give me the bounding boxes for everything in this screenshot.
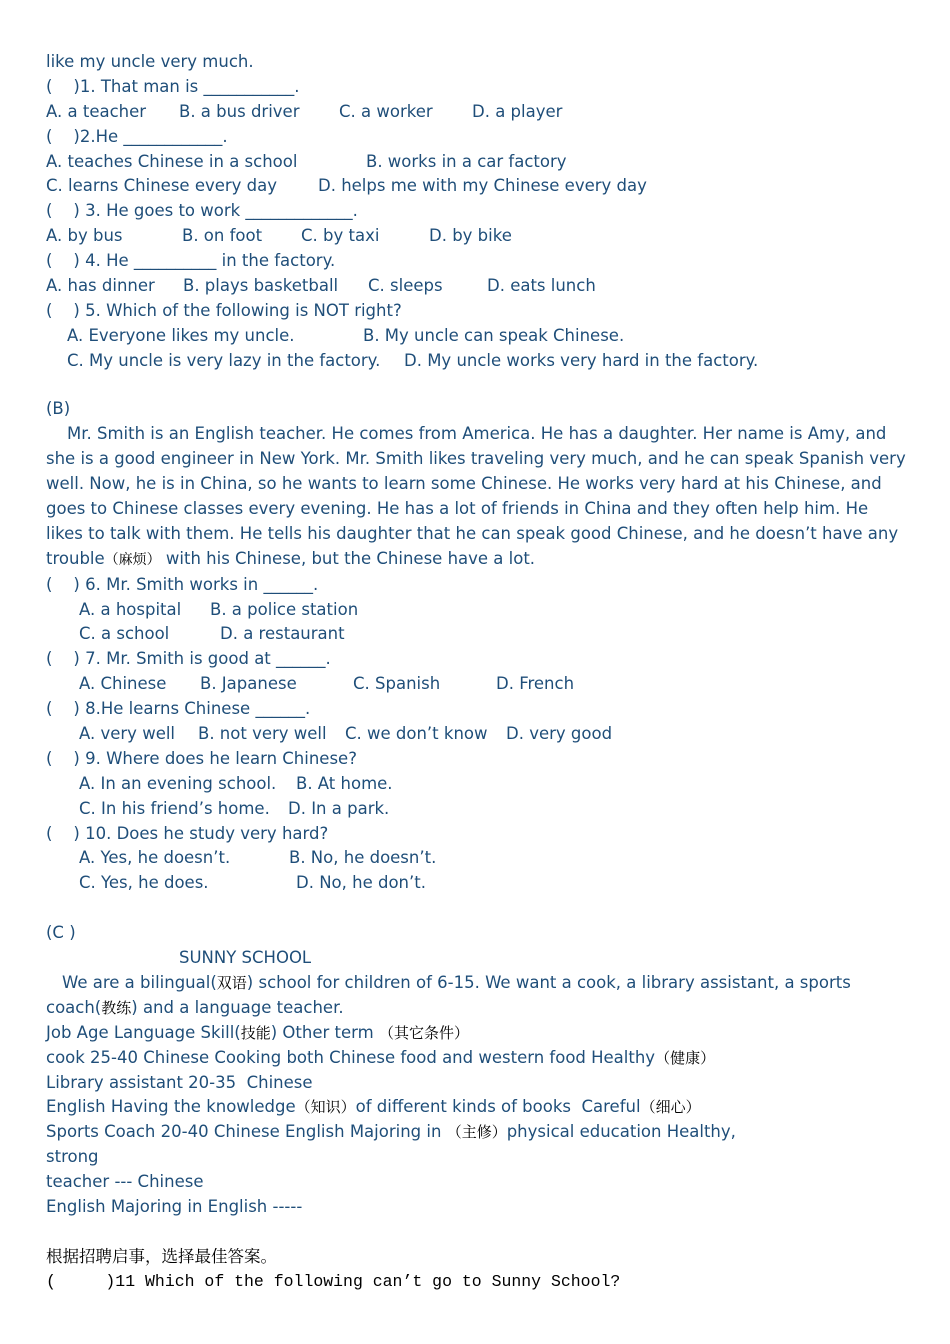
q6-option-a: A. a hospital — [79, 599, 182, 619]
passage-a-tail: like my uncle very much. — [46, 52, 254, 71]
ad-title: SUNNY SCHOOL — [179, 948, 312, 968]
q10-option-c: C. Yes, he does. — [79, 873, 209, 893]
ad-row-coach-2: strong — [46, 1147, 99, 1167]
ad-header-text: ) Other term — [270, 1022, 379, 1042]
spacer — [46, 374, 906, 399]
ad-row-teacher-2: English Majoring in English ----- — [46, 1196, 303, 1216]
q9-option-c: C. In his friend’s home. — [79, 798, 270, 818]
q4-option-c: C. sleeps — [368, 276, 443, 296]
q4-option-b: B. plays basketball — [183, 276, 339, 296]
ad-gloss-careful: （细心） — [640, 1098, 701, 1117]
ad-row-text: Sports Coach 20-40 Chinese English Majoring in — [46, 1122, 447, 1142]
q6-option-b: B. a police station — [210, 599, 359, 619]
spacer — [46, 896, 906, 921]
q3-option-a: A. by bus — [46, 226, 123, 246]
q8-option-d: D. very good — [506, 724, 613, 744]
spacer — [46, 1220, 906, 1245]
question-1-options — [46, 100, 906, 125]
question-6-options-ab — [46, 598, 906, 623]
question-2-options-cd — [46, 174, 906, 199]
ad-row-text: cook 25-40 Chinese Cooking both Chinese food and western food Healthy — [46, 1047, 656, 1067]
ad-header-text: Job Age Language Skill( — [46, 1022, 241, 1042]
q3-option-b: B. on foot — [182, 226, 263, 246]
passage-b-text: Mr. Smith is an English teacher. He comes from America. He has a daughter. Her name is Amy, and she is a good engineer in New York. Mr. Smith likes traveling very much, and he can speak Spanish very well. Now, he is in China, so he wants to learn some Chinese. He works very hard at his Chinese, and goes to Chinese classes every evening. He has a lot of friends in China and they often help him. He likes to talk with them. He tells his daughter that he can speak good Chinese, and he doesn’t have any trouble — [46, 424, 906, 568]
q9-option-a: A. In an evening school. — [79, 773, 277, 793]
ad-row-text: English Having the knowledge — [46, 1097, 296, 1117]
question-6-stem: ( ) 6. Mr. Smith works in ______. — [46, 574, 319, 594]
ad-header-row — [46, 1021, 906, 1046]
q4-option-d: D. eats lunch — [487, 276, 596, 296]
q7-option-a: A. Chinese — [79, 674, 167, 694]
q6-option-d: D. a restaurant — [220, 624, 345, 644]
ad-gloss-skill: 技能 — [240, 1023, 271, 1042]
passage-b-gloss: （麻烦） — [104, 551, 161, 568]
ad-intro-text: We are a bilingual( — [62, 972, 217, 992]
ad-intro-text: ) and a language teacher. — [131, 997, 344, 1017]
question-9-options-ab — [46, 772, 906, 797]
question-6-options-cd — [46, 622, 906, 647]
ad-intro-text: ) school for children of 6-15. We want a cook, a library assistant, a sports coach( — [46, 972, 851, 1017]
ad-intro — [46, 971, 906, 1021]
ad-row-library: Library assistant 20-35 Chinese — [46, 1072, 313, 1092]
q1-option-a: A. a teacher — [46, 101, 147, 121]
question-10-stem: ( ) 10. Does he study very hard? — [46, 823, 329, 843]
q8-option-b: B. not very well — [198, 724, 327, 744]
q10-option-b: B. No, he doesn’t. — [289, 848, 437, 868]
instruction-line: 根据招聘启事，选择最佳答案。 — [46, 1246, 277, 1266]
q5-option-b: B. My uncle can speak Chinese. — [363, 325, 625, 345]
q7-option-d: D. French — [496, 674, 575, 694]
question-10-options-cd — [46, 871, 906, 896]
q9-option-b: B. At home. — [296, 773, 393, 793]
q6-option-c: C. a school — [79, 624, 170, 644]
q8-option-a: A. very well — [79, 724, 176, 744]
ad-row-teacher: teacher --- Chinese — [46, 1172, 204, 1192]
ad-row-library-2 — [46, 1095, 906, 1120]
q4-option-a: A. has dinner — [46, 276, 155, 296]
ad-gloss-other: （其它条件） — [378, 1023, 469, 1042]
q5-option-c: C. My uncle is very lazy in the factory. — [67, 350, 381, 370]
question-5-options-ab — [46, 324, 906, 349]
question-4-stem: ( ) 4. He __________ in the factory. — [46, 251, 336, 271]
ad-gloss-coach: 教练 — [101, 998, 132, 1017]
question-7-stem: ( ) 7. Mr. Smith is good at ______. — [46, 649, 331, 669]
q7-option-b: B. Japanese — [200, 674, 297, 694]
q1-option-b: B. a bus driver — [179, 101, 300, 121]
ad-gloss-knowledge: （知识） — [295, 1098, 356, 1117]
question-8-options — [46, 722, 906, 747]
q2-option-a: A. teaches Chinese in a school — [46, 151, 298, 171]
ad-row-coach — [46, 1120, 906, 1145]
question-10-options-ab — [46, 846, 906, 871]
question-3-stem: ( ) 3. He goes to work _____________. — [46, 201, 358, 221]
question-9-stem: ( ) 9. Where does he learn Chinese? — [46, 748, 357, 768]
q1-option-c: C. a worker — [339, 101, 433, 121]
ad-row-text: of different kinds of books Careful — [355, 1097, 641, 1117]
question-2-stem: ( )2.He ____________. — [46, 126, 228, 146]
ad-row-text: physical education Healthy, — [506, 1122, 736, 1142]
q5-option-a: A. Everyone likes my uncle. — [67, 325, 295, 345]
passage-b-text-end: with his Chinese, but the Chinese have a lot. — [160, 548, 536, 568]
question-1-stem: ( )1. That man is ___________. — [46, 76, 300, 96]
q2-option-b: B. works in a car factory — [366, 151, 567, 171]
q1-option-d: D. a player — [472, 101, 563, 121]
question-3-options — [46, 224, 906, 249]
q8-option-c: C. we don’t know — [345, 724, 488, 744]
q7-option-c: C. Spanish — [353, 674, 441, 694]
question-4-options — [46, 274, 906, 299]
passage-b — [46, 422, 906, 572]
ad-gloss-bilingual: 双语 — [216, 973, 247, 992]
question-7-options — [46, 672, 906, 697]
ad-gloss-healthy: （健康） — [655, 1048, 716, 1067]
q10-option-a: A. Yes, he doesn’t. — [79, 848, 231, 868]
ad-row-cook — [46, 1046, 906, 1071]
q2-option-c: C. learns Chinese every day — [46, 176, 278, 196]
q3-option-d: D. by bike — [429, 226, 512, 246]
question-11-stem: ( )11 Which of the following can’t go to Sunny School? — [46, 1271, 621, 1291]
question-5-stem: ( ) 5. Which of the following is NOT right? — [46, 300, 402, 320]
q2-option-d: D. helps me with my Chinese every day — [318, 176, 647, 196]
q3-option-c: C. by taxi — [301, 226, 380, 246]
question-2-options-ab — [46, 150, 906, 175]
section-b-label: (B) — [46, 399, 71, 419]
worksheet-page — [46, 50, 906, 1295]
question-9-options-cd — [46, 797, 906, 822]
section-c-label: (C ) — [46, 923, 76, 943]
q5-option-d: D. My uncle works very hard in the factory. — [404, 350, 759, 370]
question-5-options-cd — [46, 349, 906, 374]
question-8-stem: ( ) 8.He learns Chinese ______. — [46, 699, 311, 719]
q9-option-d: D. In a park. — [288, 798, 390, 818]
ad-gloss-major: （主修） — [446, 1123, 507, 1142]
q10-option-d: D. No, he don’t. — [296, 873, 426, 893]
